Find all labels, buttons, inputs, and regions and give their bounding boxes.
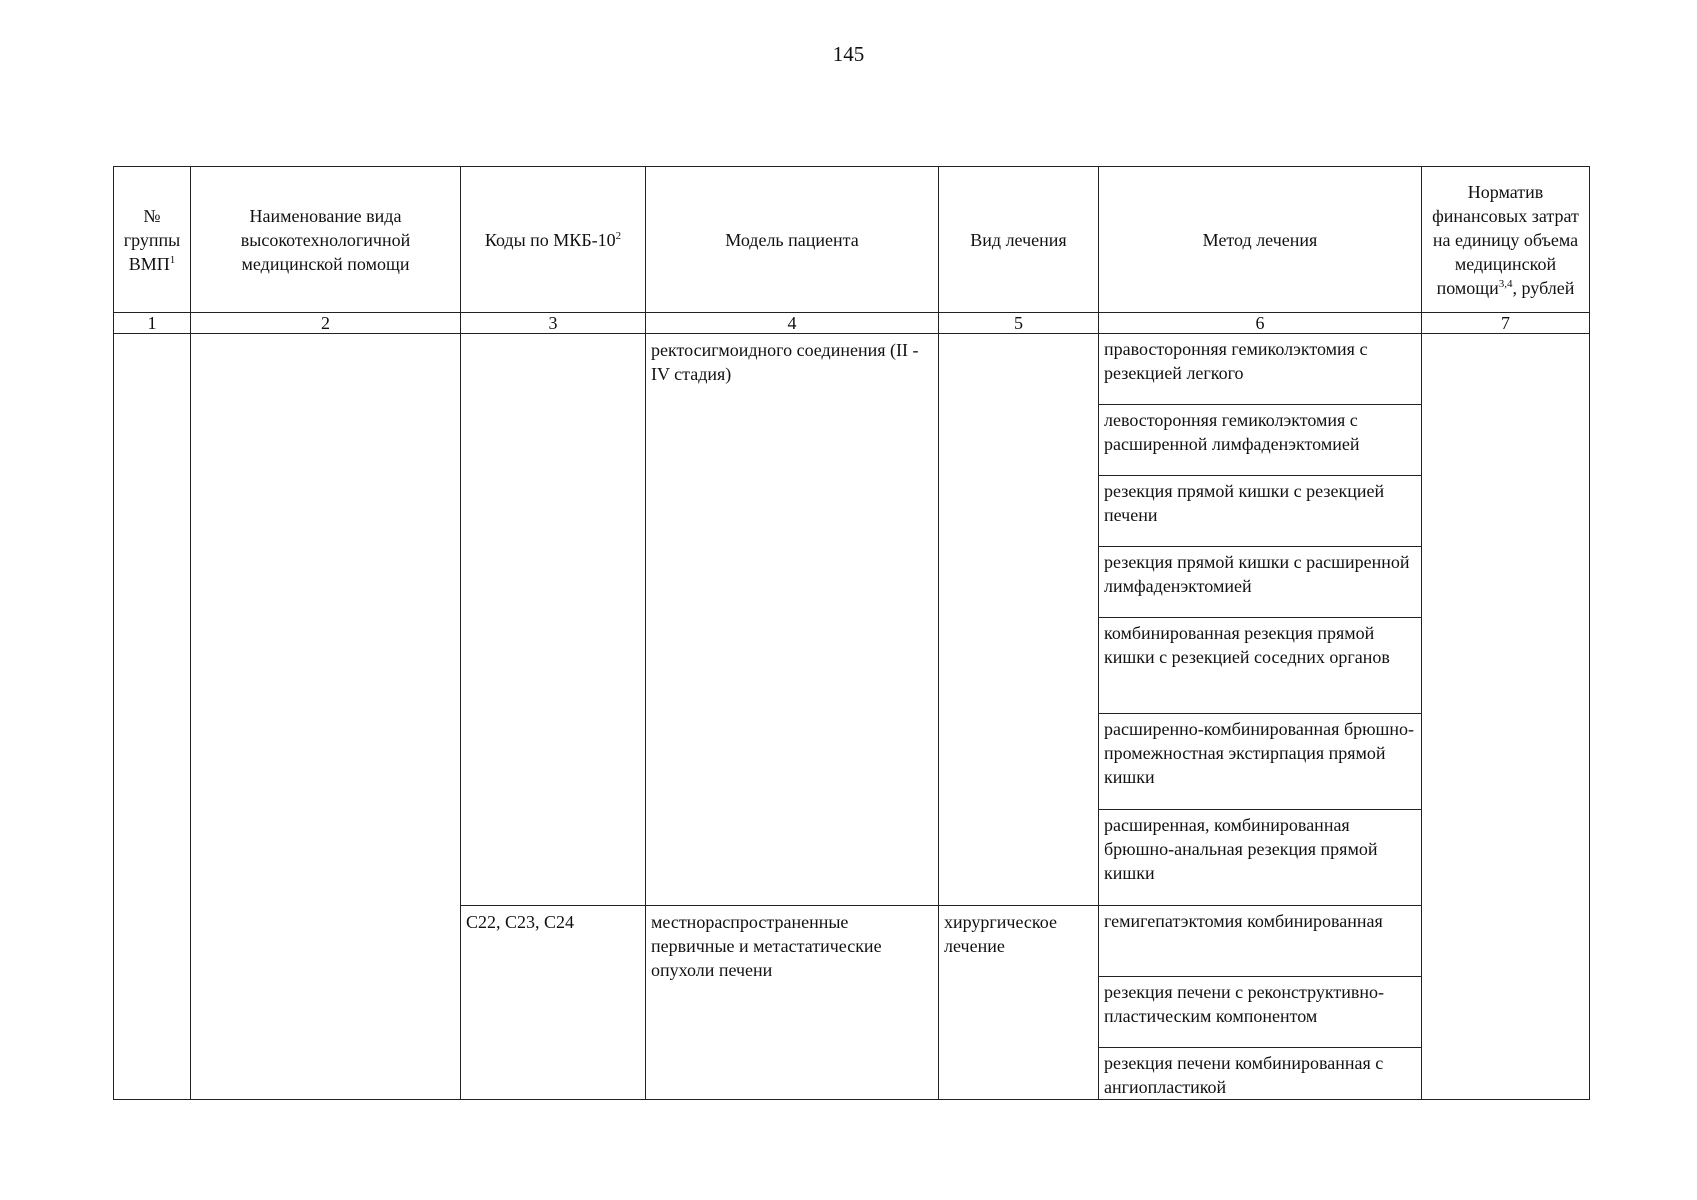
column-number: 3 — [461, 313, 646, 334]
column-number-row — [114, 313, 1590, 334]
column-number: 1 — [114, 313, 191, 334]
column-number: 7 — [1422, 313, 1590, 334]
treatment-method-cell: комбинированная резекция прямой кишки с резекцией соседних органов — [1099, 618, 1422, 714]
header-treatment-type: Вид лечения — [939, 167, 1099, 313]
treatment-method-cell: резекция прямой кишки с резекцией печени — [1099, 476, 1422, 547]
treatment-method-cell: левосторонняя гемиколэктомия с расширенной лимфаденэктомией — [1099, 405, 1422, 476]
header-treatment-method: Метод лечения — [1099, 167, 1422, 313]
patient-model-cell: местнораспространенные первичные и метастатические опухоли печени — [646, 906, 939, 1100]
table-row — [114, 334, 1590, 405]
icd-codes-cell — [461, 334, 646, 906]
treatment-method-cell: расширенная, комбинированная брюшно-анальная резекция прямой кишки — [1099, 810, 1422, 906]
treatment-method-cell: резекция печени с реконструктивно-пластическим компонентом — [1099, 977, 1422, 1048]
column-number: 6 — [1099, 313, 1422, 334]
header-icd-codes: Коды по МКБ-$10^2$ — [461, 167, 646, 313]
header-group-number: № группы ВМП$^1$ — [114, 167, 191, 313]
header-care-type-name: Наименование вида высокотехнологичной медицинской помощи — [191, 167, 461, 313]
care-type-name-cell — [191, 334, 461, 1100]
column-number: 2 — [191, 313, 461, 334]
treatment-method-cell: расширенно-комбинированная брюшно-промежностная экстирпация прямой кишки — [1099, 714, 1422, 810]
page-number: 145 — [832, 42, 865, 66]
vmp-table — [113, 166, 1590, 1100]
header-cost-standard: Норматив финансовых затрат на единицу объема медицинской помощи$^{3,4}$, рублей — [1422, 167, 1590, 313]
cost-standard-cell — [1422, 334, 1590, 1100]
column-number: 5 — [939, 313, 1099, 334]
header-patient-model: Модель пациента — [646, 167, 939, 313]
treatment-method-cell: резекция прямой кишки с расширенной лимфаденэктомией — [1099, 547, 1422, 618]
treatment-method-cell: гемигепатэктомия комбинированная — [1099, 906, 1422, 977]
treatment-type-cell: хирургическое лечение — [939, 906, 1099, 1100]
icd-codes-cell: C22, C23, C24 — [461, 906, 646, 1100]
treatment-method-cell: правосторонняя гемиколэктомия с резекцией легкого — [1099, 334, 1422, 405]
treatment-type-cell — [939, 334, 1099, 906]
group-number-cell — [114, 334, 191, 1100]
patient-model-cell: ректосигмоидного соединения (II - IV стадия) — [646, 334, 939, 906]
treatment-method-cell: резекция печени комбинированная с ангиопластикой — [1099, 1048, 1422, 1100]
header-row — [114, 167, 1590, 313]
column-number: 4 — [646, 313, 939, 334]
